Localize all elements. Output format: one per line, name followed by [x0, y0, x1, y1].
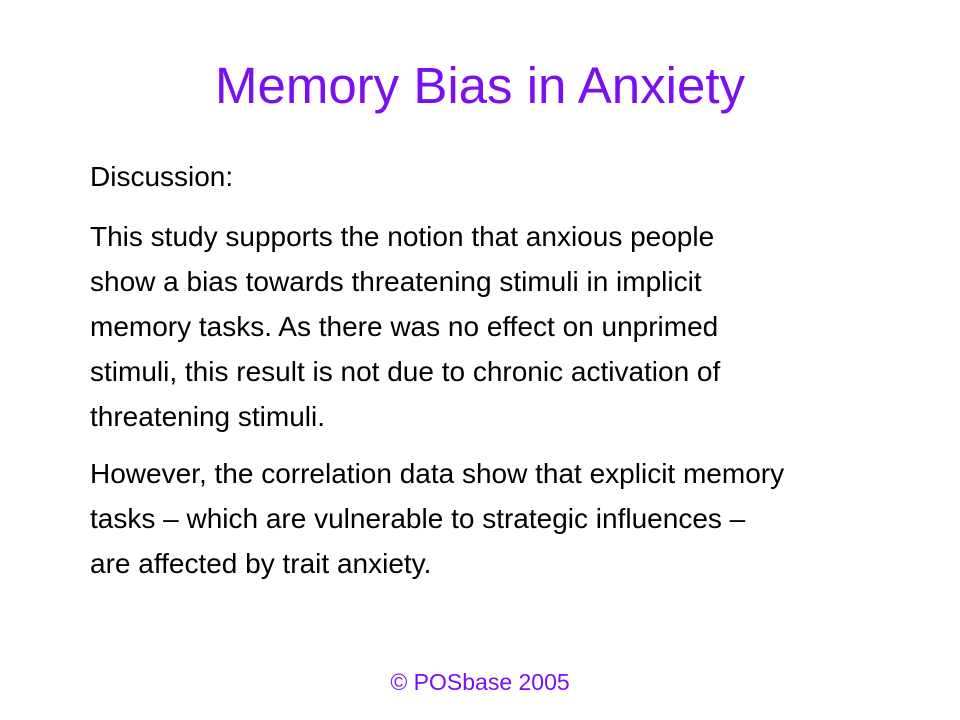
- paragraph-discussion: [90, 214, 910, 439]
- slide-title: Memory Bias in Anxiety: [214, 57, 746, 114]
- paragraph-line: stimuli, this result is not due to chronic activation of: [90, 356, 721, 387]
- paragraph-however: [90, 451, 910, 586]
- section-heading: Discussion:: [90, 161, 234, 192]
- paragraph-line: However, the correlation data show that explicit memory: [90, 458, 785, 489]
- paragraph-line: tasks – which are vulnerable to strategic influences –: [90, 503, 746, 534]
- paragraph-line: show a bias towards threatening stimuli in implicit: [90, 266, 702, 297]
- paragraph-line: are affected by trait anxiety.: [90, 548, 432, 579]
- paragraph-line: memory tasks. As there was no effect on unprimed: [90, 311, 719, 342]
- paragraph-line: This study supports the notion that anxious people: [90, 221, 715, 252]
- copyright-footer: © POSbase 2005: [390, 669, 570, 695]
- slide-body: [90, 154, 910, 598]
- paragraph-line: threatening stimuli.: [90, 401, 326, 432]
